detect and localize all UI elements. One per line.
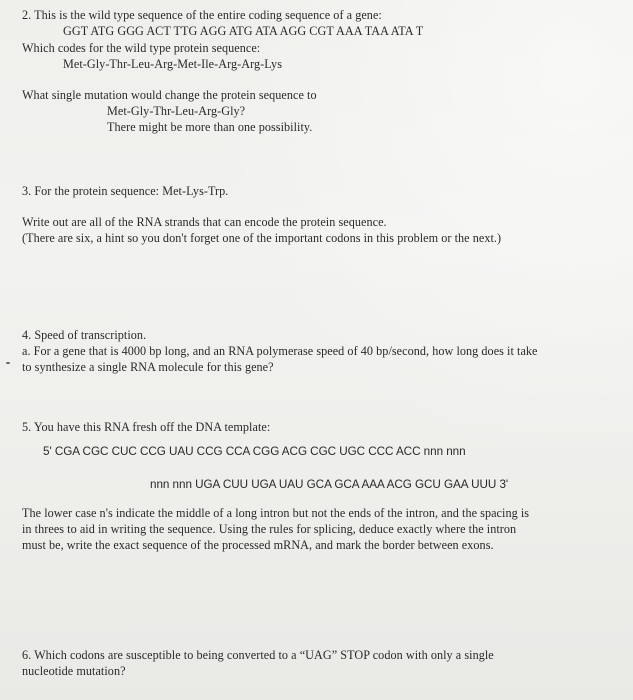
q6-line1: 6. Which codons are susceptible to being converted to a “UAG” STOP codon with only a single <box>22 648 494 662</box>
q3-instruction: Write out are all of the RNA strands that can encode the protein sequence. <box>22 215 387 229</box>
q2-protein-sequence: Met-Gly-Thr-Leu-Arg-Met-Ile-Arg-Arg-Lys <box>63 57 282 71</box>
q5-rna-sequence-line1: 5' CGA CGC CUC CCG UAU CCG CCA CGG ACG CGC UGC CCC ACC nnn nnn <box>43 445 466 458</box>
q2-note: There might be more than one possibility. <box>107 120 313 134</box>
q5-explain-line2: in threes to aid in writing the sequence. Using the rules for splicing, deduce exactly where the intron <box>22 522 517 536</box>
q2-codes-intro: Which codes for the wild type protein sequence: <box>22 41 261 55</box>
q5-rna-sequence-line2: nnn nnn UGA CUU UGA UAU GCA GCA AAA ACG GCU GAA UUU 3' <box>150 478 509 491</box>
q5-explain-line1: The lower case n's indicate the middle of a long intron but not the ends of the intron, and the spacing is <box>22 506 530 520</box>
q4-title: 4. Speed of transcription. <box>22 328 147 342</box>
q5-intro: 5. You have this RNA fresh off the DNA template: <box>22 420 271 434</box>
q2-question: What single mutation would change the protein sequence to <box>22 88 317 102</box>
q6-line2: nucleotide mutation? <box>22 664 126 678</box>
margin-dash-mark <box>6 362 10 364</box>
q4-part-a-line2: to synthesize a single RNA molecule for this gene? <box>22 360 274 374</box>
q2-dna-sequence: GGT ATG GGG ACT TTG AGG ATG ATA AGG CGT AAA TAA ATA T <box>63 24 424 38</box>
q2-intro: 2. This is the wild type sequence of the entire coding sequence of a gene: <box>22 8 382 22</box>
q4-part-a-line1: a. For a gene that is 4000 bp long, and an RNA polymerase speed of 40 bp/second, how long does it take <box>22 344 538 358</box>
q3-hint: (There are six, a hint so you don't forget one of the important codons in this problem or the next.) <box>22 231 502 245</box>
q2-target-protein: Met-Gly-Thr-Leu-Arg-Gly? <box>107 104 246 118</box>
q3-intro: 3. For the protein sequence: Met-Lys-Trp. <box>22 184 229 198</box>
q5-explain-line3: must be, write the exact sequence of the processed mRNA, and mark the border between exons. <box>22 538 494 552</box>
